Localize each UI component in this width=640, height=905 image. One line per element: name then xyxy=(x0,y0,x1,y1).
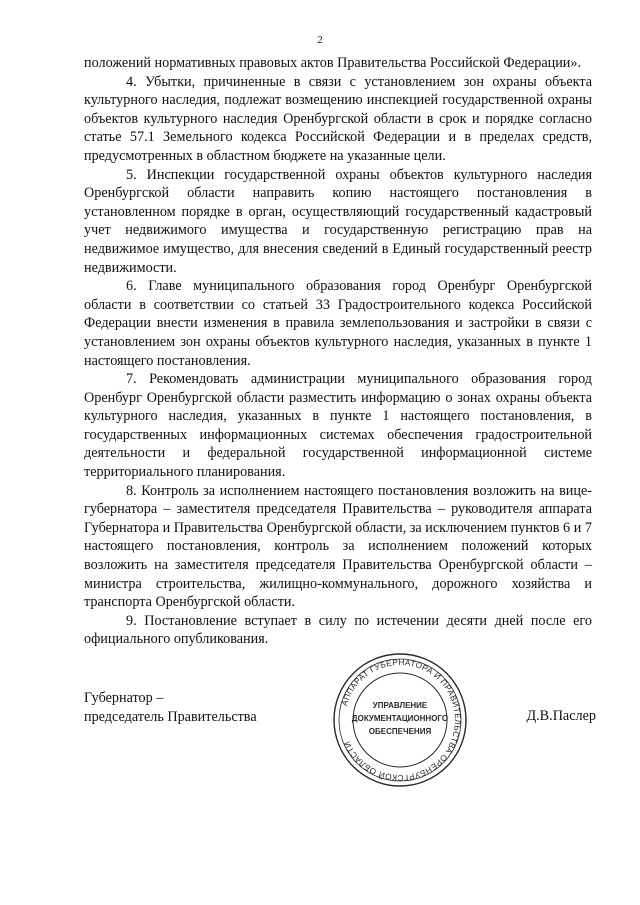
signatory-title-line2: председатель Правительства xyxy=(84,708,257,725)
paragraph-continuation: положений нормативных правовых актов Правительства Российской Федерации». xyxy=(84,55,582,71)
signatory-name: Д.В.Паслер xyxy=(526,708,596,724)
seal-inner-line1: УПРАВЛЕНИЕ xyxy=(372,701,428,710)
paragraph-7: 7. Рекомендовать администрации муниципального образования город Оренбург Оренбургской области разместить информацию о зонах охраны объекта культурного наследия, указанных в пункте 1 настоящего постановления, в государственных информационных системах обеспечения градостроительной деятельности и федеральной государственной информационной системе территориального планирования. xyxy=(84,371,592,481)
page-number: 2 xyxy=(317,34,323,46)
seal-ring-text: АППАРАТ ГУБЕРНАТОРА И ПРАВИТЕЛЬСТВА ОРЕНБУРГСКОЙ ОБЛАСТИ xyxy=(339,657,463,783)
paragraph-4: 4. Убытки, причиненные в связи с установлением зон охраны объекта культурного наследия, подлежат возмещению инспекцией государственной охраны объектов культурного наследия Оренбургской области в срок и порядке согласно статье 57.1 Земельного кодекса Российской Федерации и в пределах средств, предусмотренных в областном бюджете на указанные цели. xyxy=(84,73,592,164)
signatory-title-line1: Губернатор – xyxy=(84,690,164,706)
paragraph-5: 5. Инспекции государственной охраны объектов культурного наследия Оренбургской области направить копию настоящего постановления в установленном порядке в орган, осуществляющий государственный кадастровый учет недвижимого имущества и государственную регистрацию прав на недвижимое имущество, для внесения сведений в Единый государственный реестр недвижимости. xyxy=(84,166,592,276)
paragraph-8: 8. Контроль за исполнением настоящего постановления возложить на вице-губернатора – заместителя председателя Правительства – руководителя аппарата Губернатора и Правительства Оренбургской области, за исключением пунктов 6 и 7 настоящего постановления, контроль за исполнением положений которых возложить на заместителя председателя Правительства Оренбургской области – министра строительства, жилищно-коммунального, дорожного хозяйства и транспорта Оренбургской области. xyxy=(84,482,592,611)
signatory-title xyxy=(84,689,257,726)
paragraph-9: 9. Постановление вступает в силу по истечении десяти дней после его официального опубликования. xyxy=(84,612,592,648)
document-body xyxy=(84,54,592,649)
official-seal xyxy=(330,650,470,790)
paragraph-6: 6. Главе муниципального образования город Оренбург Оренбургской области в соответствии со статьей 33 Градостроительного кодекса Российской Федерации внести изменения в правила землепользования и застройки в связи с установлением зон охраны объектов культурного наследия, указанных в пункте 1 настоящего постановления. xyxy=(84,278,592,369)
seal-inner-line2: ДОКУМЕНТАЦИОННОГО xyxy=(351,714,449,723)
seal-inner-line3: ОБЕСПЕЧЕНИЯ xyxy=(368,727,432,736)
